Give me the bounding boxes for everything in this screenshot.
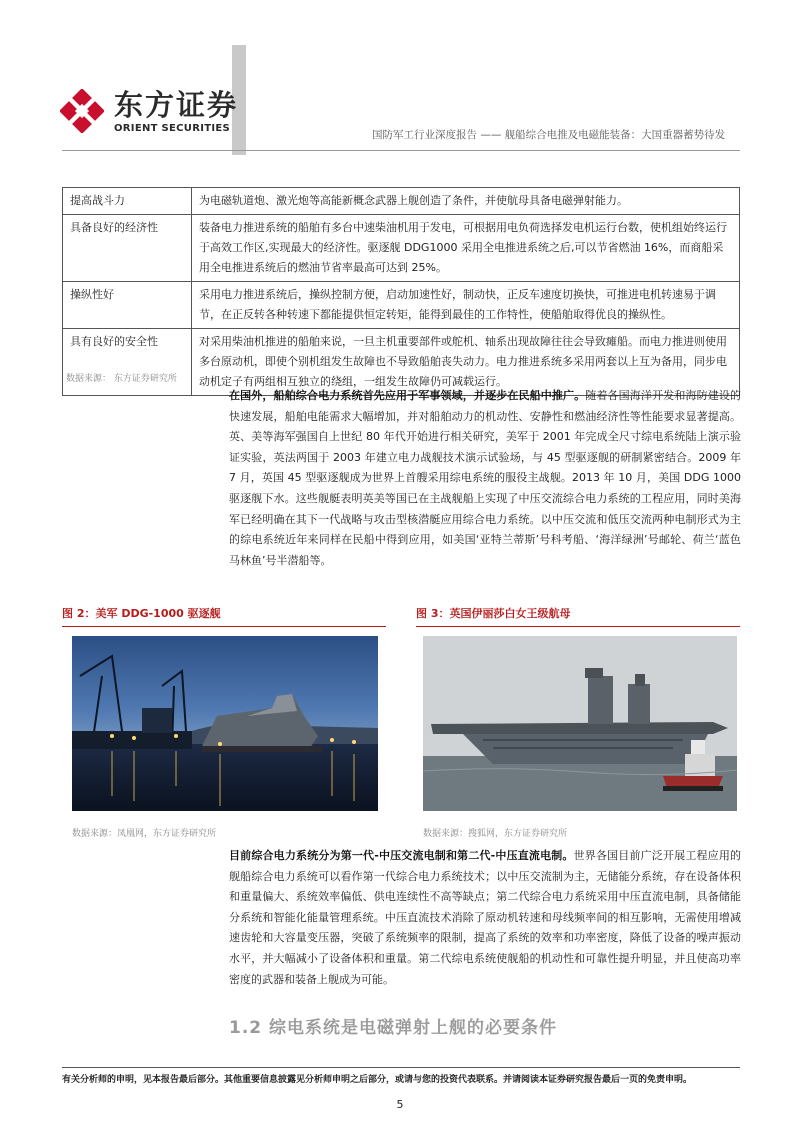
logo-en-text: ORIENT SECURITIES (114, 123, 231, 134)
table-cell-feature: 具有良好的安全性 (63, 329, 192, 396)
table-cell-desc: 为电磁轨道炮、激光炮等高能新概念武器上舰创造了条件，并使航母具备电磁弹射能力。 (192, 188, 740, 215)
table-cell-feature: 操纵性好 (63, 282, 192, 329)
paragraph-lead: 在国外，船舶综合电力系统首先应用于军事领域，并逐步在民船中推广。 (229, 389, 586, 402)
table-row (63, 188, 740, 215)
paragraph-generations (229, 846, 741, 990)
figure-3-caption: 图 3：英国伊丽莎白女王级航母 (416, 604, 740, 627)
figure-2-destroyer-image (72, 636, 378, 811)
table-row (63, 282, 740, 329)
footer-disclaimer: 有关分析师的申明，见本报告最后部分。其他重要信息披露见分析师申明之后部分，或请与您的投资代表联系。并请阅读本证券研究报告最后一页的免责申明。 (62, 1075, 693, 1085)
section-heading: 1.2 综电系统是电磁弹射上舰的必要条件 (229, 1018, 558, 1038)
report-header (372, 127, 725, 142)
page-number: 5 (396, 1098, 404, 1111)
table-row (63, 215, 740, 282)
table-cell-feature: 提高战斗力 (63, 188, 192, 215)
table-cell-desc: 对采用柴油机推进的船舶来说，一旦主机重要部件或舵机、轴系出现故障往往会导致瘫船。而电力推进则使用多台原动机，即使个别机组发生故障也不导致船舶丧失动力。电力推进系统多采用两套以上互为备用，同步电动机定子有两组相互独立的绕组，一组发生故障仍可减载运行。 (192, 329, 740, 396)
header-divider (62, 150, 740, 151)
advantages-table (62, 187, 740, 396)
header-separator: —— (477, 129, 505, 141)
table-cell-desc: 装备电力推进系统的船舶有多台中速柴油机用于发电，可根据用电负荷选择发电机运行台数，使机组始终运行于高效工作区,实现最大的经济性。驱逐舰 DDG1000 采用全电推进系统之后,可以节省燃油 16%，而商船采用全电推进系统后的燃油节省率最高可达到 25%。 (192, 215, 740, 282)
logo-cn-text: 东方证券 (114, 88, 239, 122)
report-category: 国防军工行业深度报告 (372, 129, 477, 141)
paragraph-body: 世界各国目前广泛开展工程应用的舰船综合电力系统可以看作第一代综合电力系统技术；以中压交流制为主，无储能分系统，存在设备体积和重量偏大、系统效率偏低、供电连续性不高等缺点；第二代综合电力系统采用中压直流电制，具备储能分系统和智能化能量管理系统。中压直流技术消除了原动机转速和母线频率间的相互影响，无需使用增减速齿轮和大容量变压器，突破了系统频率的限制，提高了系统的效率和功率密度，降低了设备的噪声振动水平，并大幅减小了设备体积和重量。第二代综电系统使舰船的机动性和可靠性提升明显，并且使高功率密度的武器和装备上舰成为可能。 (229, 849, 742, 986)
table-cell-desc: 采用电力推进系统后，操纵控制方便，启动加速性好，制动快，正反车速度切换快，可推进电机转速易于调节，在正反转各种转速下都能提供恒定转矩，能得到最佳的工作特性，使船舶取得优良的操纵性。 (192, 282, 740, 329)
paragraph-body: 随着各国海洋开发和海防建设的快速发展，船舶电能需求大幅增加，并对船舶动力的机动性、安静性和燃油经济性等性能要求显著提高。英、美等海军强国自上世纪 80 年代开始进行相关研究，美军于 2001 年完成全尺寸综电系统陆上演示验证实验，英法两国于 2003 年建立电力战舰技术演示试验场，与 45 型驱逐舰的研制紧密结合。2009 年 7 月，英国 45 型驱逐舰成为世界上首艘采用综电系统的服役主战舰。2013 年 10 月，美国 DDG 1000 驱逐舰下水。这些舰艇表明英美等国已在主战舰船上实现了中压交流综合电力系统的工程应用，同时美海军已经明确在其下一代战略与攻击型核潜艇应用综合电力系统。以中压交流和低压交流两种电制形式为主的综电系统近年来同样在民船中得到应用，如美国‘亚特兰蒂斯’号科考船、‘海洋绿洲’号邮轮、荷兰‘蓝色马林鱼’号半潜船等。 (229, 389, 741, 567)
orient-securities-logo-icon (60, 89, 104, 133)
figure-2-source: 数据来源：凤凰网，东方证券研究所 (72, 829, 217, 839)
figure-2-caption: 图 2：美军 DDG-1000 驱逐舰 (62, 604, 386, 627)
paragraph-foreign-application (229, 386, 741, 571)
table-source: 数据来源： 东方证券研究所 (66, 374, 177, 384)
table-cell-feature: 具备良好的经济性 (63, 215, 192, 282)
figure-3-source: 数据来源：搜狐网，东方证券研究所 (423, 829, 568, 839)
footer-divider (62, 1067, 740, 1068)
paragraph-lead: 目前综合电力系统分为第一代-中压交流电制和第二代-中压直流电制。 (229, 849, 574, 862)
figure-3-carrier-image (423, 636, 737, 811)
report-title: 舰船综合电推及电磁能装备：大国重器蓄势待发 (504, 129, 726, 141)
